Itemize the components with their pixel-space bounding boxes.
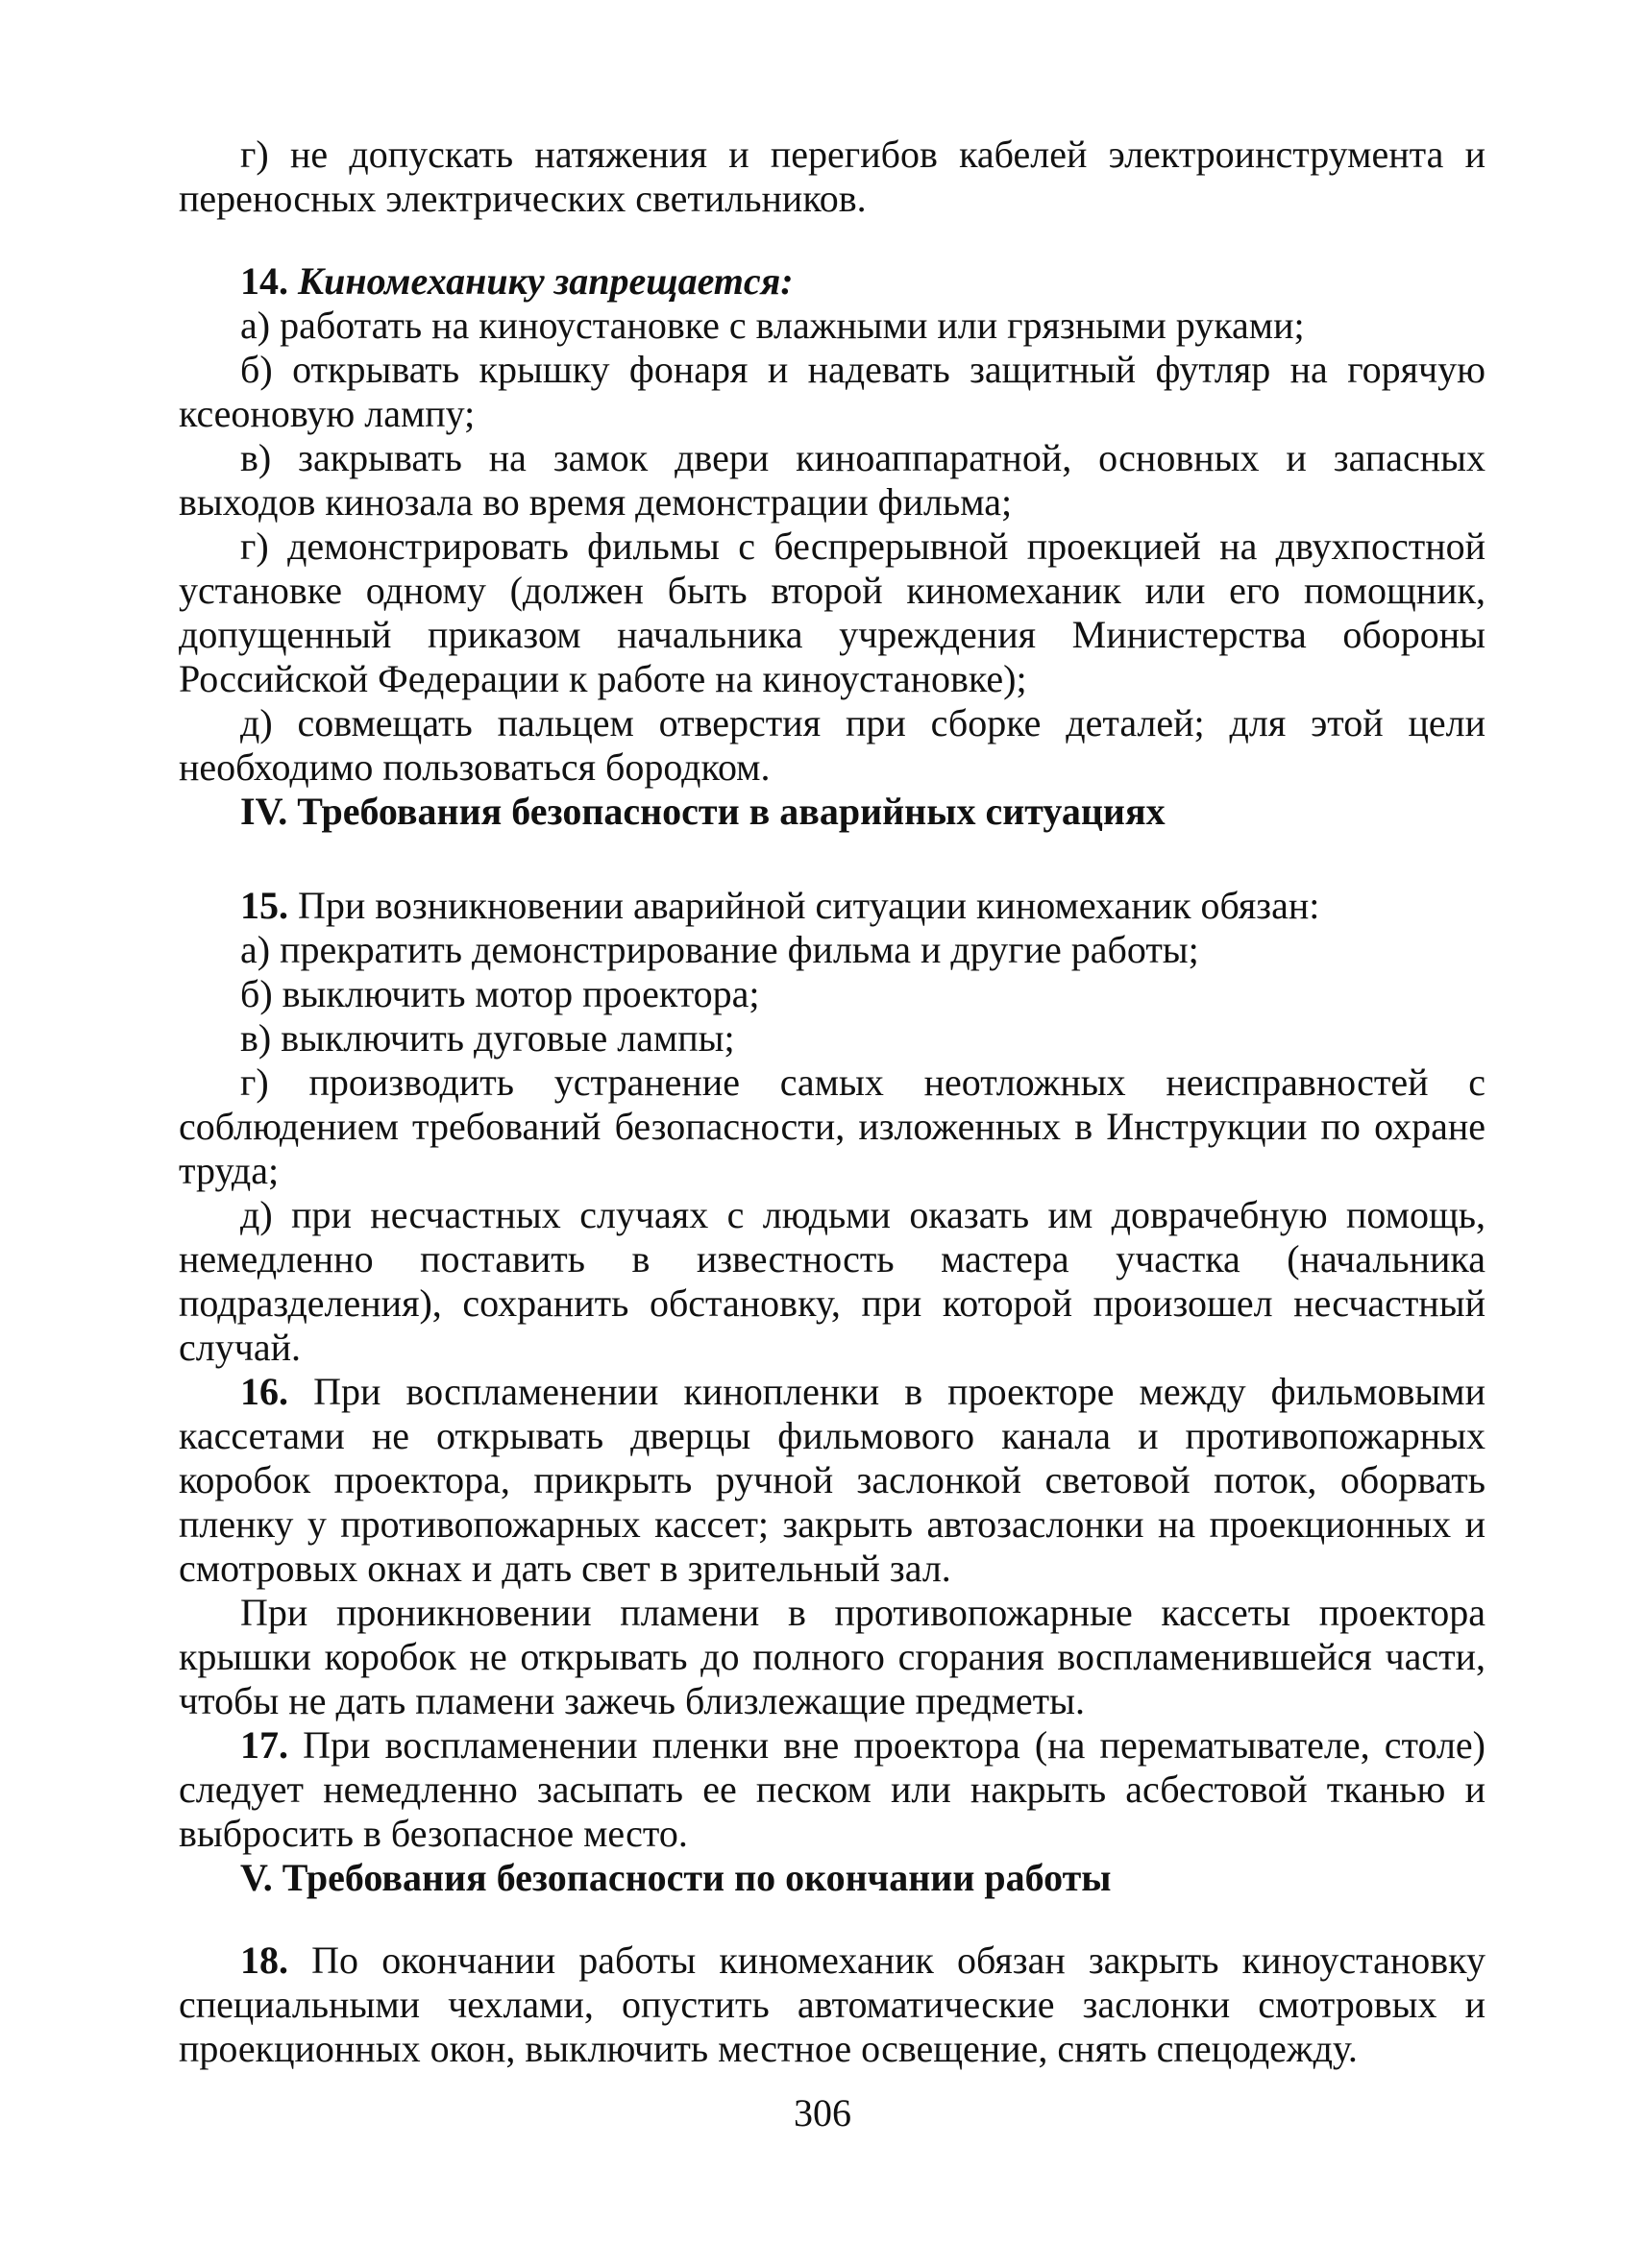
item-14-heading <box>179 259 1485 304</box>
item-14d: д) совмещать пальцем отверстия при сборке деталей; для этой цели необходимо пользоваться бородком. <box>179 701 1485 789</box>
item-18 <box>179 1939 1485 2071</box>
item-15a: а) прекратить демонстрирование фильма и другие работы; <box>240 928 1199 971</box>
item-15v: в) выключить дуговые лампы; <box>240 1016 735 1060</box>
item-14b: б) открывать крышку фонаря и надевать защитный футляр на горячую ксеоновую лампу; <box>179 348 1485 435</box>
item-16-continued: При проникновении пламени в противопожарные кассеты проектора крышки коробок не открывать до полного сгорания воспламенившейся части, чтобы не дать пламени зажечь близлежащие предметы. <box>179 1591 1485 1722</box>
page-body <box>179 133 1485 2071</box>
item-14a: а) работать на киноустановке с влажными или грязными руками; <box>240 304 1305 347</box>
item-14v: в) закрывать на замок двери киноаппаратной, основных и запасных выходов кинозала во время демонстрации фильма; <box>179 436 1485 524</box>
item-text: При возникновении аварийной ситуации киномеханик обязан: <box>298 884 1320 927</box>
item-number: 18. <box>240 1939 288 1982</box>
item-number: 14. <box>240 259 288 303</box>
item-text: При воспламенении пленки вне проектора (на перематывателе, столе) следует немедленно засыпать ее песком или накрыть асбестовой тканью и выбросить в безопасное место. <box>179 1723 1485 1855</box>
item-15d: д) при несчастных случаях с людьми оказать им доврачебную помощь, немедленно поставить в известность мастера участка (начальника подразделения), сохранить обстановку, при которой произошел несчастный случай. <box>179 1193 1485 1369</box>
item-15 <box>179 884 1485 928</box>
item-16 <box>179 1370 1485 1591</box>
item-text: По окончании работы киномеханик обязан закрыть киноустановку специальными чехлами, опустить автоматические заслонки смотровых и проекционных окон, выключить местное освещение, снять спецодежду. <box>179 1939 1486 2070</box>
item-13g: г) не допускать натяжения и перегибов кабелей электроинструмента и переносных электрических светильников. <box>179 133 1485 220</box>
item-14g: г) демонстрировать фильмы с беспрерывной проекцией на двухпостной установке одному (должен быть второй киномеханик или его помощник, допущенный приказом начальника учреждения Министерства обороны Российской Федерации к работе на киноустановке); <box>179 524 1485 700</box>
section-heading-iv: IV. Требования безопасности в аварийных ситуациях <box>240 790 1166 833</box>
section-heading-v: V. Требования безопасности по окончании работы <box>240 1856 1112 1899</box>
item-text: При воспламенении кинопленки в проекторе между фильмовыми кассетами не открывать дверцы фильмового канала и противопожарных коробок проектора, прикрыть ручной заслонкой световой поток, оборвать пленку у противопожарных кассет; закрыть автозаслонки на проекционных и смотровых окнах и дать свет в зрительный зал. <box>179 1370 1486 1590</box>
item-number: 17. <box>240 1723 288 1767</box>
item-15b: б) выключить мотор проектора; <box>240 972 760 1015</box>
item-number: 16. <box>240 1370 288 1413</box>
item-17 <box>179 1723 1485 1856</box>
item-title: Киномеханику запрещается: <box>298 259 794 303</box>
item-15g: г) производить устранение самых неотложных неисправностей с соблюдением требований безопасности, изложенных в Инструкции по охране труда; <box>179 1061 1485 1192</box>
page-number: 306 <box>794 2091 851 2134</box>
item-number: 15. <box>240 884 288 927</box>
